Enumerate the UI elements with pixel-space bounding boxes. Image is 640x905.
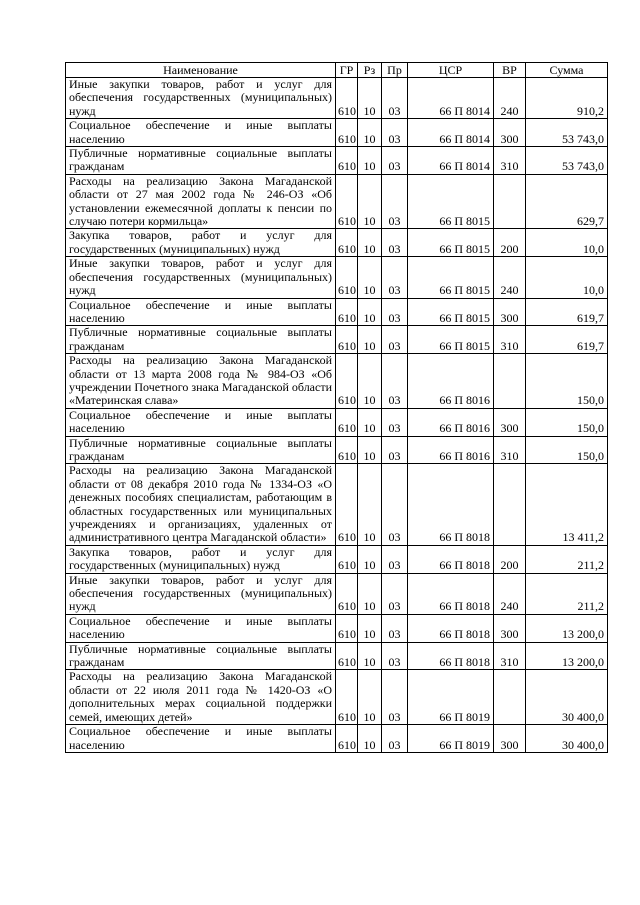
table-row xyxy=(66,147,608,175)
cell-gr: 610 xyxy=(336,229,358,257)
cell-sum: 150,0 xyxy=(526,408,608,436)
cell-rz: 10 xyxy=(358,725,382,753)
cell-rz: 10 xyxy=(358,78,382,119)
cell-pr: 03 xyxy=(382,464,408,545)
cell-pr: 03 xyxy=(382,298,408,326)
cell-name: Расходы на реализацию Закона Магаданской области от 22 июля 2011 года № 1420-ОЗ «О дополнительных мерах социальной поддержки семей, имеющих детей» xyxy=(66,670,336,725)
cell-csr: 66 П 8016 xyxy=(408,436,494,464)
cell-rz: 10 xyxy=(358,614,382,642)
cell-name: Расходы на реализацию Закона Магаданской области от 13 марта 2008 года № 984-ОЗ «Об учреждении Почетного знака Магаданской области «Материнская слава» xyxy=(66,354,336,409)
cell-pr: 03 xyxy=(382,573,408,614)
cell-rz: 10 xyxy=(358,326,382,354)
cell-gr: 610 xyxy=(336,174,358,229)
budget-document xyxy=(65,62,607,753)
cell-sum: 211,2 xyxy=(526,573,608,614)
table-row xyxy=(66,298,608,326)
header-rz: Рз xyxy=(358,63,382,78)
table-row xyxy=(66,725,608,753)
cell-pr: 03 xyxy=(382,408,408,436)
cell-csr: 66 П 8018 xyxy=(408,614,494,642)
cell-name: Иные закупки товаров, работ и услуг для обеспечения государственных (муниципальных) нужд xyxy=(66,257,336,298)
cell-sum: 13 200,0 xyxy=(526,642,608,670)
cell-name: Публичные нормативные социальные выплаты гражданам xyxy=(66,436,336,464)
cell-name: Публичные нормативные социальные выплаты гражданам xyxy=(66,326,336,354)
cell-name: Социальное обеспечение и иные выплаты населению xyxy=(66,725,336,753)
cell-vr xyxy=(494,354,526,409)
cell-gr: 610 xyxy=(336,147,358,175)
cell-pr: 03 xyxy=(382,119,408,147)
cell-vr: 300 xyxy=(494,119,526,147)
cell-sum: 13 411,2 xyxy=(526,464,608,545)
cell-vr: 310 xyxy=(494,642,526,670)
cell-rz: 10 xyxy=(358,354,382,409)
table-row xyxy=(66,119,608,147)
cell-gr: 610 xyxy=(336,545,358,573)
cell-gr: 610 xyxy=(336,573,358,614)
cell-gr: 610 xyxy=(336,614,358,642)
cell-rz: 10 xyxy=(358,464,382,545)
cell-rz: 10 xyxy=(358,229,382,257)
cell-gr: 610 xyxy=(336,725,358,753)
header-csr: ЦСР xyxy=(408,63,494,78)
cell-rz: 10 xyxy=(358,147,382,175)
cell-csr: 66 П 8016 xyxy=(408,408,494,436)
cell-rz: 10 xyxy=(358,642,382,670)
table-row xyxy=(66,670,608,725)
cell-gr: 610 xyxy=(336,298,358,326)
cell-gr: 610 xyxy=(336,326,358,354)
cell-name: Иные закупки товаров, работ и услуг для обеспечения государственных (муниципальных) нужд xyxy=(66,78,336,119)
cell-pr: 03 xyxy=(382,642,408,670)
cell-vr xyxy=(494,464,526,545)
cell-name: Публичные нормативные социальные выплаты гражданам xyxy=(66,642,336,670)
table-row xyxy=(66,436,608,464)
cell-sum: 53 743,0 xyxy=(526,147,608,175)
cell-rz: 10 xyxy=(358,298,382,326)
cell-vr: 310 xyxy=(494,326,526,354)
cell-csr: 66 П 8014 xyxy=(408,78,494,119)
table-row xyxy=(66,229,608,257)
table-row xyxy=(66,257,608,298)
cell-pr: 03 xyxy=(382,670,408,725)
cell-rz: 10 xyxy=(358,119,382,147)
cell-gr: 610 xyxy=(336,257,358,298)
cell-pr: 03 xyxy=(382,614,408,642)
cell-csr: 66 П 8018 xyxy=(408,642,494,670)
cell-vr: 200 xyxy=(494,545,526,573)
table-row xyxy=(66,326,608,354)
cell-name: Публичные нормативные социальные выплаты гражданам xyxy=(66,147,336,175)
cell-csr: 66 П 8019 xyxy=(408,670,494,725)
cell-vr xyxy=(494,670,526,725)
header-row xyxy=(66,63,608,78)
cell-rz: 10 xyxy=(358,670,382,725)
table-row xyxy=(66,642,608,670)
cell-name: Закупка товаров, работ и услуг для государственных (муниципальных) нужд xyxy=(66,545,336,573)
table-body xyxy=(66,78,608,753)
table-row xyxy=(66,573,608,614)
table-row xyxy=(66,408,608,436)
cell-csr: 66 П 8018 xyxy=(408,464,494,545)
cell-sum: 53 743,0 xyxy=(526,119,608,147)
cell-vr: 240 xyxy=(494,257,526,298)
header-pr: Пр xyxy=(382,63,408,78)
cell-gr: 610 xyxy=(336,354,358,409)
cell-rz: 10 xyxy=(358,257,382,298)
cell-sum: 150,0 xyxy=(526,436,608,464)
cell-vr: 310 xyxy=(494,147,526,175)
budget-table xyxy=(65,62,608,753)
cell-name: Социальное обеспечение и иные выплаты населению xyxy=(66,614,336,642)
cell-sum: 629,7 xyxy=(526,174,608,229)
cell-gr: 610 xyxy=(336,464,358,545)
cell-csr: 66 П 8015 xyxy=(408,298,494,326)
cell-name: Расходы на реализацию Закона Магаданской области от 27 мая 2002 года № 246-ОЗ «Об установлении ежемесячной доплаты к пенсии по случаю потери кормильца» xyxy=(66,174,336,229)
cell-rz: 10 xyxy=(358,436,382,464)
cell-name: Закупка товаров, работ и услуг для государственных (муниципальных) нужд xyxy=(66,229,336,257)
cell-csr: 66 П 8014 xyxy=(408,119,494,147)
cell-name: Расходы на реализацию Закона Магаданской области от 08 декабря 2010 года № 1334-ОЗ «О денежных пособиях специалистам, работающим в областных государственных или муниципальных учреждениях и организациях, удаленных от административного центра Магаданской области» xyxy=(66,464,336,545)
cell-pr: 03 xyxy=(382,174,408,229)
cell-sum: 13 200,0 xyxy=(526,614,608,642)
cell-csr: 66 П 8016 xyxy=(408,354,494,409)
table-row xyxy=(66,614,608,642)
cell-rz: 10 xyxy=(358,545,382,573)
cell-vr xyxy=(494,174,526,229)
cell-sum: 10,0 xyxy=(526,229,608,257)
header-vr: ВР xyxy=(494,63,526,78)
cell-sum: 211,2 xyxy=(526,545,608,573)
cell-sum: 30 400,0 xyxy=(526,725,608,753)
header-sum: Сумма xyxy=(526,63,608,78)
cell-name: Иные закупки товаров, работ и услуг для обеспечения государственных (муниципальных) нужд xyxy=(66,573,336,614)
cell-sum: 30 400,0 xyxy=(526,670,608,725)
cell-sum: 619,7 xyxy=(526,326,608,354)
cell-sum: 150,0 xyxy=(526,354,608,409)
cell-vr: 300 xyxy=(494,298,526,326)
table-row xyxy=(66,354,608,409)
cell-rz: 10 xyxy=(358,408,382,436)
cell-vr: 240 xyxy=(494,573,526,614)
cell-vr: 300 xyxy=(494,725,526,753)
cell-csr: 66 П 8014 xyxy=(408,147,494,175)
cell-gr: 610 xyxy=(336,78,358,119)
cell-pr: 03 xyxy=(382,725,408,753)
cell-gr: 610 xyxy=(336,436,358,464)
cell-name: Социальное обеспечение и иные выплаты населению xyxy=(66,298,336,326)
cell-vr: 300 xyxy=(494,408,526,436)
cell-gr: 610 xyxy=(336,670,358,725)
header-gr: ГР xyxy=(336,63,358,78)
cell-csr: 66 П 8015 xyxy=(408,326,494,354)
cell-gr: 610 xyxy=(336,408,358,436)
cell-pr: 03 xyxy=(382,78,408,119)
table-row xyxy=(66,78,608,119)
cell-csr: 66 П 8018 xyxy=(408,573,494,614)
cell-name: Социальное обеспечение и иные выплаты населению xyxy=(66,119,336,147)
cell-csr: 66 П 8019 xyxy=(408,725,494,753)
table-row xyxy=(66,464,608,545)
cell-sum: 910,2 xyxy=(526,78,608,119)
cell-name: Социальное обеспечение и иные выплаты населению xyxy=(66,408,336,436)
cell-pr: 03 xyxy=(382,326,408,354)
cell-pr: 03 xyxy=(382,257,408,298)
cell-pr: 03 xyxy=(382,229,408,257)
cell-sum: 619,7 xyxy=(526,298,608,326)
cell-vr: 300 xyxy=(494,614,526,642)
cell-gr: 610 xyxy=(336,642,358,670)
cell-gr: 610 xyxy=(336,119,358,147)
cell-rz: 10 xyxy=(358,573,382,614)
header-name: Наименование xyxy=(66,63,336,78)
cell-vr: 200 xyxy=(494,229,526,257)
cell-csr: 66 П 8018 xyxy=(408,545,494,573)
cell-pr: 03 xyxy=(382,436,408,464)
cell-sum: 10,0 xyxy=(526,257,608,298)
cell-csr: 66 П 8015 xyxy=(408,257,494,298)
cell-pr: 03 xyxy=(382,147,408,175)
cell-vr: 240 xyxy=(494,78,526,119)
cell-csr: 66 П 8015 xyxy=(408,174,494,229)
cell-pr: 03 xyxy=(382,545,408,573)
table-row xyxy=(66,545,608,573)
cell-vr: 310 xyxy=(494,436,526,464)
cell-pr: 03 xyxy=(382,354,408,409)
cell-csr: 66 П 8015 xyxy=(408,229,494,257)
cell-rz: 10 xyxy=(358,174,382,229)
table-row xyxy=(66,174,608,229)
